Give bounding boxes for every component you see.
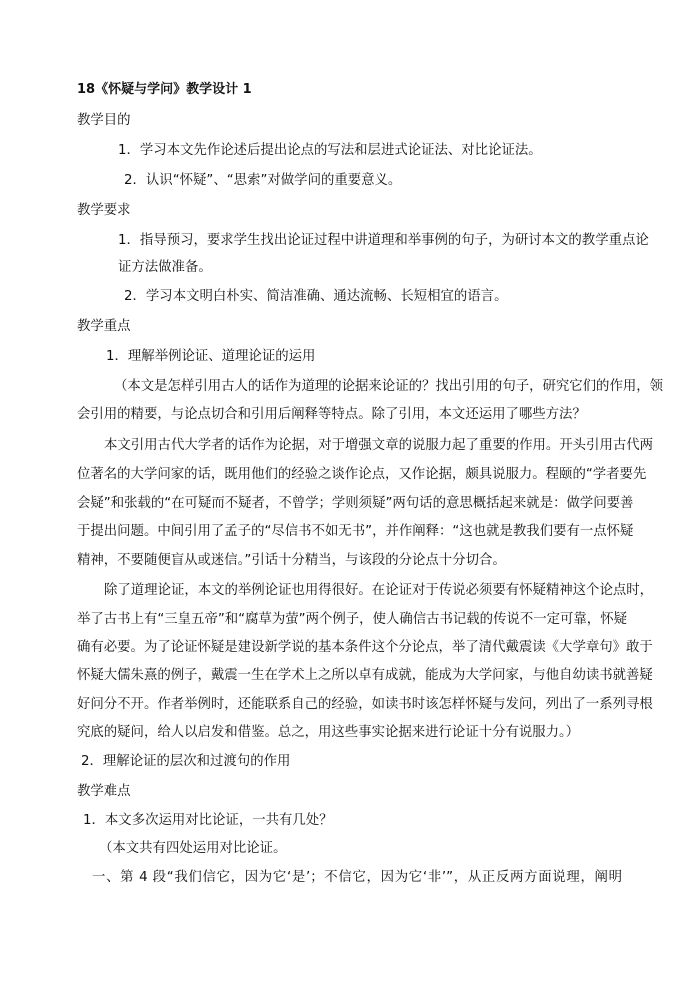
requirement-item-2: 2．学习本文明白朴实、简洁准确、通达流畅、长短相宜的语言。 [124,289,508,304]
requirement-item-1-line-1: 1．指导预习，要求学生找出论证过程中讲道理和举事例的句子，为研讨本文的教学重点论 [118,233,649,248]
section-heading-requirements: 教学要求 [77,203,131,218]
paragraph-3-line-2: 举了古书上有“三皇五帝”和“腐草为萤”两个例子，使人确信古书记载的传说不一定可靠，怀疑 [77,612,627,627]
paragraph-3-line-5: 好问分不开。作者举例时，还能联系自己的经验，如读书时该怎样怀疑与发问，列出了一系列寻根 [77,697,653,712]
paragraph-3-line-3: 确有必要。为了论证怀疑是建设新学说的基本条件这个分论点，举了清代戴震读《大学章句》敢于 [77,640,653,655]
section-heading-difficulties: 教学难点 [77,784,131,799]
section-heading-goal: 教学目的 [77,113,131,128]
paragraph-2-line-1: 本文引用古代大学者的话作为论据，对于增强文章的说服力起了重要的作用。开头引用古代两 [104,438,654,453]
section-heading-key-points: 教学重点 [77,319,131,334]
difficulty-item-1: 1．本文多次运用对比论证，一共有几处？ [83,813,333,828]
goal-item-2: 2．认识“怀疑”、“思索”对做学问的重要意义。 [124,173,402,188]
paragraph-3-line-4: 怀疑大儒朱熹的例子，戴震一生在学术上之所以卓有成就，能成为大学问家，与他自幼读书就善疑 [77,668,653,683]
paragraph-2-line-5: 精神，不要随便盲从或迷信。”引话十分精当，与该段的分论点十分切合。 [77,553,506,568]
paragraph-3-line-6: 究底的疑问，给人以启发和借鉴。总之，用这些事实论据来进行论证十分有说服力。） [77,725,580,740]
key-point-2: 2．理解论证的层次和过渡句的作用 [81,754,291,769]
paragraph-4: （本文共有四处运用对比论证。 [99,841,287,856]
paragraph-2-line-3: 会疑”和张载的“在可疑而不疑者，不曾学；学则须疑”两句话的意思概括起来就是：做学问要善 [77,496,634,511]
paragraph-1-line-2: 会引用的精要，与论点切合和引用后阐释等特点。除了引用，本文还运用了哪些方法？ [77,407,586,422]
goal-item-1: 1．学习本文先作论述后提出论点的写法和层进式论证法、对比论证法。 [118,143,542,158]
paragraph-2-line-4: 于提出问题。中间引用了孟子的“尽信书不如无书”，并作阐释：“这也就是教我们要有一点怀疑 [77,524,634,539]
paragraph-3-line-1: 除了道理论证，本文的举例论证也用得很好。在论证对于传说必须要有怀疑精神这个论点时， [104,583,654,598]
paragraph-5-line-1: 一、第 4 段“我们信它，因为它‘是’；不信它，因为它‘非’”，从正反两方面说理，阐明 [92,870,622,885]
key-point-1: 1．理解举例论证、道理论证的运用 [106,349,316,364]
document-title: 18《怀疑与学问》教学设计 1 [77,82,252,97]
requirement-item-1-line-2: 证方法做准备。 [118,260,212,275]
paragraph-1-line-1: （本文是怎样引用古人的话作为道理的论据来论证的？找出引用的句子，研究它们的作用，领 [114,379,664,394]
paragraph-2-line-2: 位著名的大学问家的话，既用他们的经验之谈作论点，又作论据，颇具说服力。程颐的“学者要先 [77,467,647,482]
